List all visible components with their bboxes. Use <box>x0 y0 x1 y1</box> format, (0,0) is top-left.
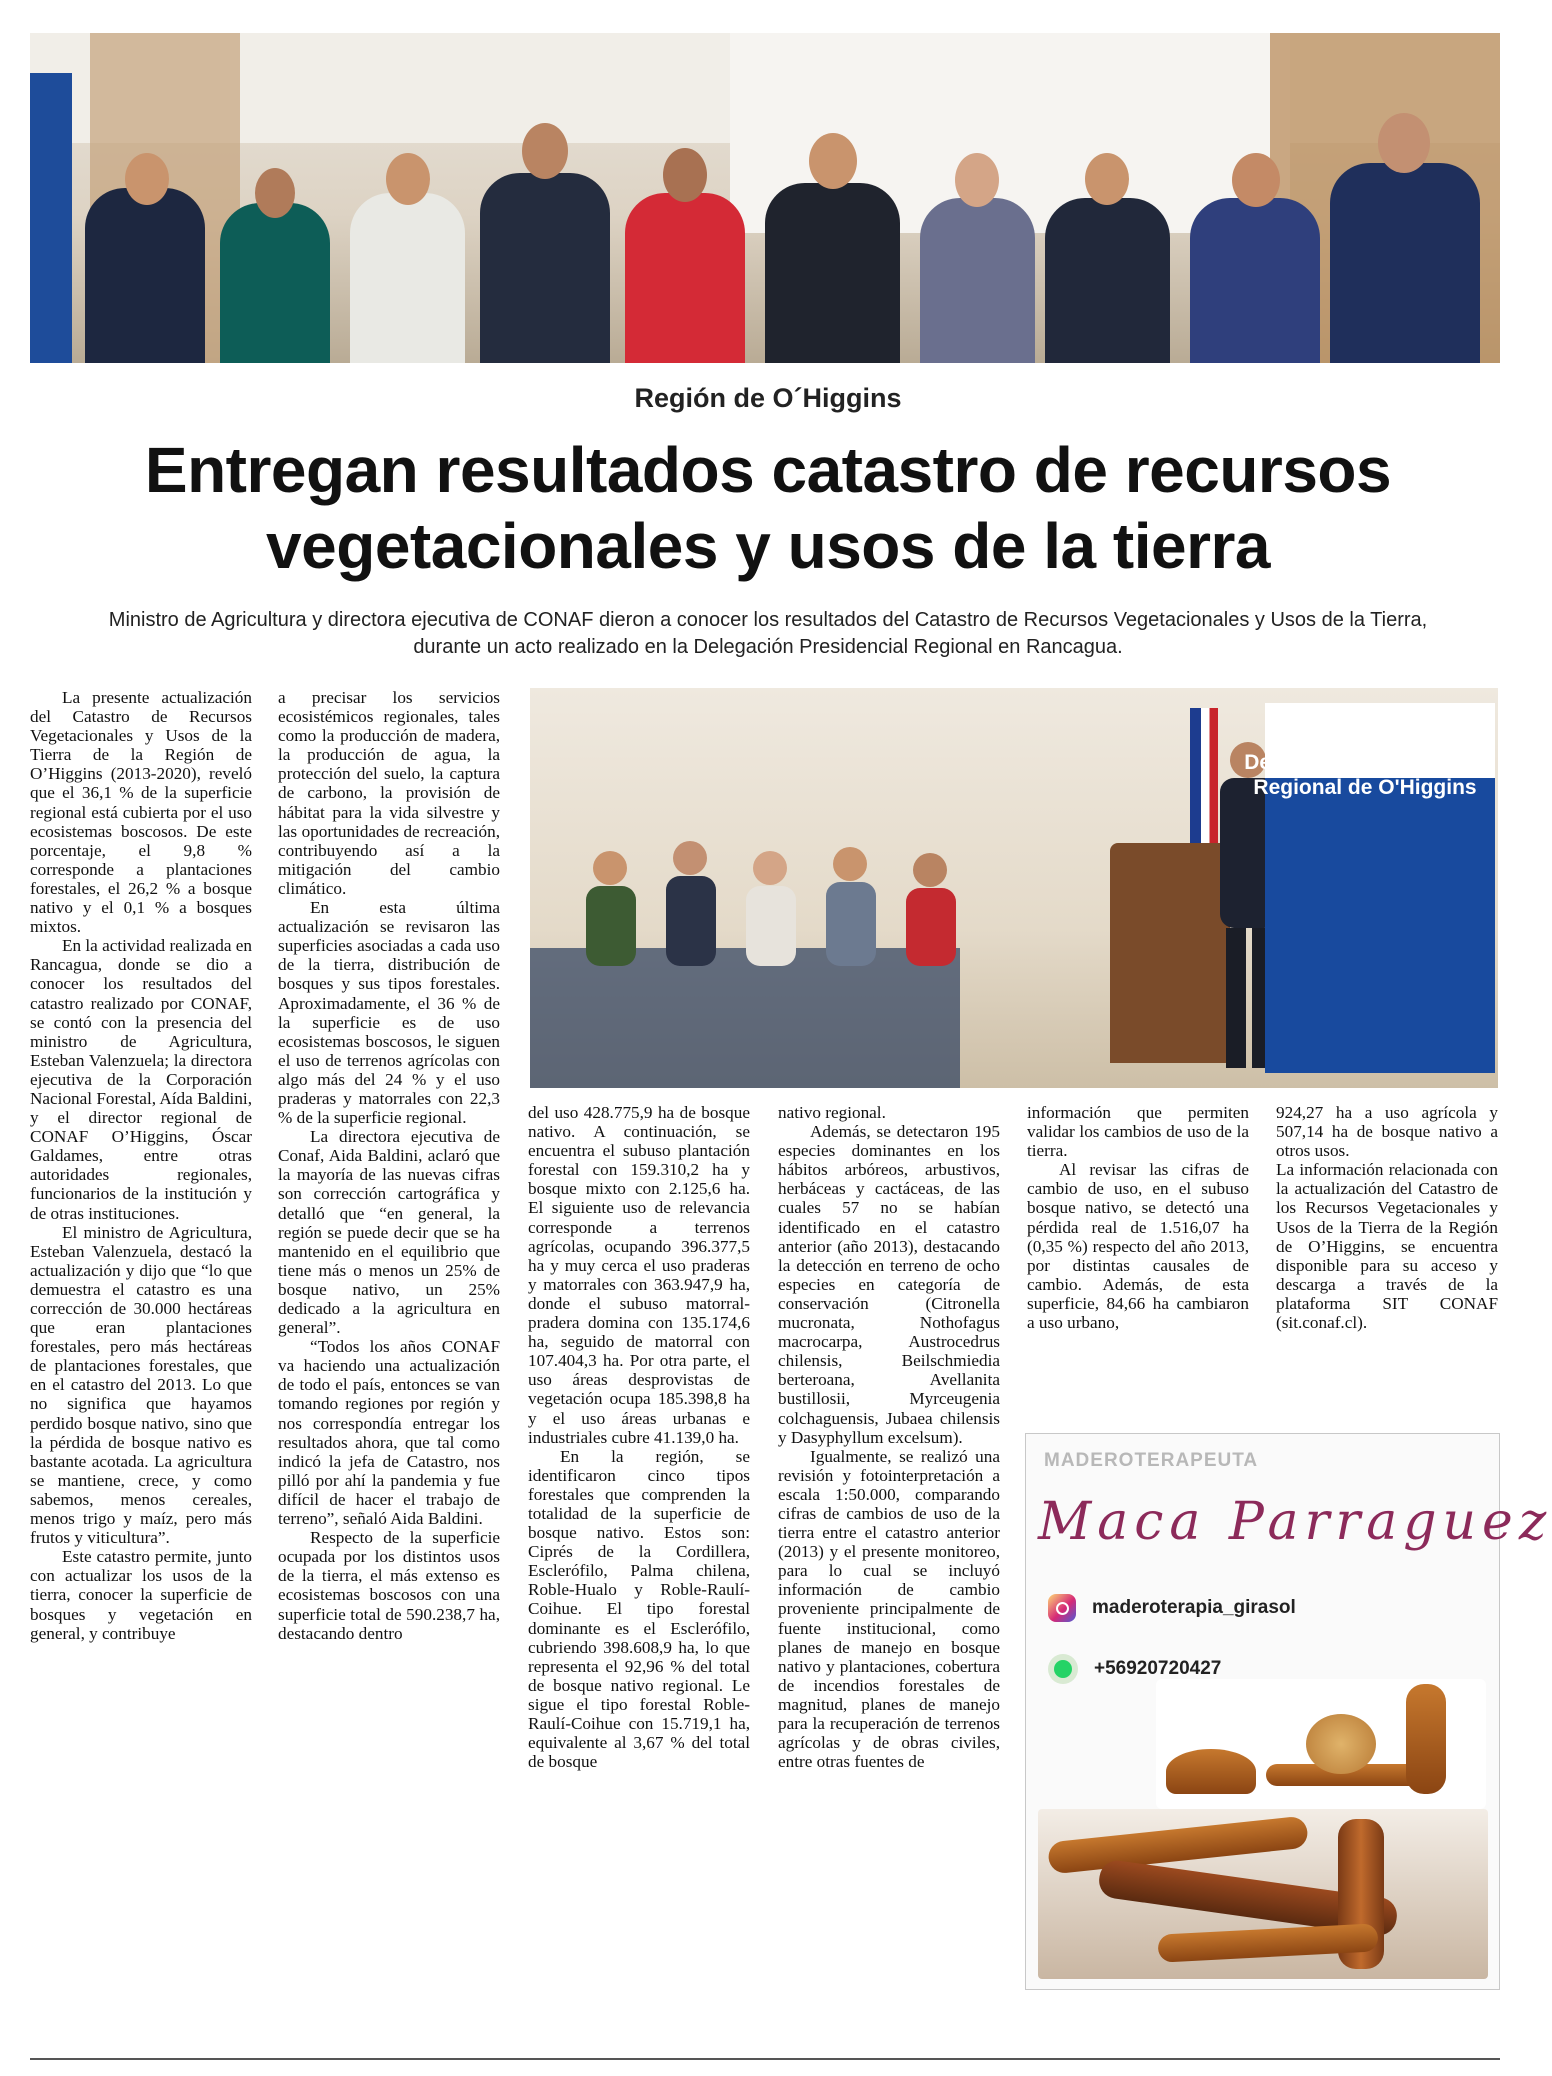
ad-title: MADEROTERAPEUTA <box>1044 1450 1259 1471</box>
headline-line-2: vegetacionales y usos de la tierra <box>266 510 1270 582</box>
paragraph: Al revisar las cifras de cambio de uso, en el subuso bosque nativo, se detectó una pérdida real de 1.516,07 ha (0,35 %) respecto del año 2013, por distintas causales de cambio. Además, de esta superficie, 84,66 ha cambiaron a uso urbano, <box>1027 1160 1249 1333</box>
paragraph: nativo regional. <box>778 1103 886 1122</box>
event-photo <box>530 688 1498 1088</box>
deck-line-1: Ministro de Agricultura y directora ejecutiva de CONAF dieron a conocer los resultados del Catastro de Recursos Vegetacionales y Usos de la Tierra, <box>108 609 1428 631</box>
paragraph: La directora ejecutiva de Conaf, Aida Baldini, aclaró que la mayoría de las nuevas cifras son corrección cartográfica y detalló que “en general, la región se puede decir que se ha mantenido en el equilibrio que tiene más o menos un 25% de bosque nativo, un 25% dedicado a la agricultura en general”. <box>278 1127 500 1338</box>
section-kicker: Región de O´Higgins <box>634 383 902 413</box>
whatsapp-icon <box>1048 1654 1078 1684</box>
deck-line-2: durante un acto realizado en la Delegación Presidencial Regional en Rancagua. <box>413 636 1123 658</box>
ad-instagram-row <box>1048 1594 1296 1622</box>
bottom-rule <box>30 2058 1500 2060</box>
article-column-4 <box>778 1103 1000 1988</box>
article-column-3 <box>528 1103 750 1988</box>
paragraph: Este catastro permite, junto con actualizar los usos de la tierra, conocer la superficie de bosques y vegetación en general, y contribuye <box>30 1547 252 1643</box>
ad-signature-name: Maca Parraguez <box>1038 1492 1552 1552</box>
paragraph: En esta última actualización se revisaron las superficies asociadas a cada uso de la tierra, distribución de bosques y sus tipos forestales. Aproximadamente, el 36 % de la superficie es de uso ecosistemas boscosos, le siguen el uso de terrenos agrícolas con algo más del 24 % y el uso praderas y matorrales con 22,3 % de la superficie regional. <box>278 898 500 1128</box>
paragraph: La presente actualización del Catastro de Recursos Vegetacionales y Usos de la Tierra de la Región de O’Higgins (2013-2020), reveló que el 36,1 % de la superficie regional está cubierta por el uso ecosistemas boscosos. De este porcentaje, el 9,8 % corresponde a plantaciones forestales, el 26,2 % a bosque nativo y el 0,1 % a bosques mixtos. <box>30 688 252 937</box>
paragraph: Igualmente, se realizó una revisión y fotointerpretación a escala 1:50.000, comparando cifras de cambios de uso de la tierra entre el catastro anterior (2013) y el presente monitoreo, para lo cual se incluyó información de cambio proveniente principalmente de fuente institucional, como planes de manejo en bosque nativo y plantaciones, cobertura de incendios forestales de magnitud, planes de manejo para la recuperación de terrenos agrícolas y de obras civiles, entre otras fuentes de <box>778 1446 1000 1772</box>
paragraph: del uso 428.775,9 ha de bosque nativo. A continuación, se encuentra el subuso plantación forestal con 159.310,2 ha y bosque mixto con 2.125,6 ha. El siguiente uso de relevancia corresponde a terrenos agrícolas, ocupando 396.377,5 ha y muy cerca el uso praderas y matorrales con 363.947,9 ha, donde el subuso matorral-pradera domina con 135.174,6 ha, seguido de matorral con 107.404,3 ha. Por otra parte, el uso áreas desprovistas de vegetación ocupa 185.398,8 ha y el uso áreas urbanas e industriales cubre 41.139,0 ha. <box>528 1103 750 1447</box>
paragraph: Además, se detectaron 195 especies dominantes en los hábitos arbóreos, arbustivos, herbáceas y cactáceas, de las cuales 57 no se habían identificado en el catastro anterior (año 2013), destacando la detección en terreno de ocho especies en categoría de conservación (Citronella mucronata, Nothofagus macrocarpa, Austrocedrus chilensis, Beilschmiedia berteroana, Avellanita bustillosii, Myrceugenia colchaguensis, Jubaea chilensis y Dasyphyllum excelsum). <box>778 1122 1000 1447</box>
article-column-5 <box>1027 1103 1249 1403</box>
article-column-6 <box>1276 1103 1498 1403</box>
wooden-rollers-photo <box>1038 1809 1488 1979</box>
ad-instagram-handle: maderoterapia_girasol <box>1092 1597 1296 1618</box>
paragraph: La información relacionada con la actualización del Catastro de los Recursos Vegetacionales y Usos de la Tierra de la Región de O’Higgins, se encuentra disponible para su acceso y descarga a través de la plataforma SIT CONAF (sit.conaf.cl). <box>1276 1160 1498 1333</box>
advertisement <box>1025 1433 1552 1990</box>
wooden-tools-photo <box>1156 1679 1486 1809</box>
banner-text: Delegación Presidencial Regional de O'Higgins <box>1244 751 1486 799</box>
ad-phone: +56920720427 <box>1094 1658 1222 1679</box>
paragraph: El ministro de Agricultura, Esteban Valenzuela, destacó la actualización y dijo que “lo que demuestra el catastro es una corrección de 30.000 hectáreas que eran plantaciones forestales, pero más hectáreas de plantaciones forestales, que en el catastro del 2013. Lo que no significa que hayamos perdido bosque nativo, sino que la pérdida de bosque nativo es bastante acotada. La agricultura se mantiene, crece, y como sabemos, menos cereales, menos trigo y maíz, pero más frutos y viticultura”. <box>30 1222 252 1548</box>
paragraph: a precisar los servicios ecosistémicos regionales, tales como la producción de madera, la producción de agua, la protección del suelo, la captura de carbono, la provisión de hábitat para la vida silvestre y las oportunidades de recreación, contribuyendo así a la mitigación del cambio climático. <box>278 688 500 898</box>
paragraph: En la actividad realizada en Rancagua, donde se dio a conocer los resultados del catastro realizado por CONAF, se contó con la presencia del ministro de Agricultura, Esteban Valenzuela; la directora ejecutiva de la Corporación Nacional Forestal, Aída Baldini, y el director regional de CONAF O’Higgins, Óscar Galdames, entre otras autoridades regionales, funcionarios de la institución y de otras instituciones. <box>30 936 252 1223</box>
paragraph: En la región, se identificaron cinco tipos forestales que comprenden la totalidad de la superficie de bosque nativo. Estos son: Ciprés de la Cordillera, Esclerófilo, Palma chilena, Roble-Hualo y Roble-Raulí-Coihue. El tipo forestal dominante es el Esclerófilo, cubriendo 398.608,9 ha, lo que representa el 92,96 % del total de bosque nativo regional. Le sigue el tipo forestal Roble-Raulí-Coihue con 15.719,1 ha, equivalente al 3,67 % del total de bosque <box>528 1446 750 1772</box>
headline-line-1: Entregan resultados catastro de recursos <box>144 434 1392 506</box>
paragraph: “Todos los años CONAF va haciendo una actualización de todo el país, entonces se van tomando regiones por región y nos correspondía entregar los resultados ahora, que tal como indicó la jefa de Catastro, nos pilló por ahí la pandemia y fue difícil de hacer el trabajo de terreno”, señaló Aida Baldini. <box>278 1337 500 1529</box>
paragraph: información que permiten validar los cambios de uso de la tierra. <box>1027 1103 1249 1161</box>
paragraph: 924,27 ha a uso agrícola y 507,14 ha de bosque nativo a otros usos. <box>1276 1103 1498 1161</box>
deck <box>60 607 1476 661</box>
paragraph: Respecto de la superficie ocupada por los distintos usos de la tierra, el más extenso es ecosistemas boscosos con una superficie total de 590.238,7 ha, destacando dentro <box>278 1528 500 1643</box>
article-column-2 <box>278 688 500 1988</box>
top-photo <box>30 33 1500 363</box>
instagram-icon <box>1048 1594 1076 1622</box>
article-column-1 <box>30 688 252 1988</box>
headline <box>20 432 1516 584</box>
